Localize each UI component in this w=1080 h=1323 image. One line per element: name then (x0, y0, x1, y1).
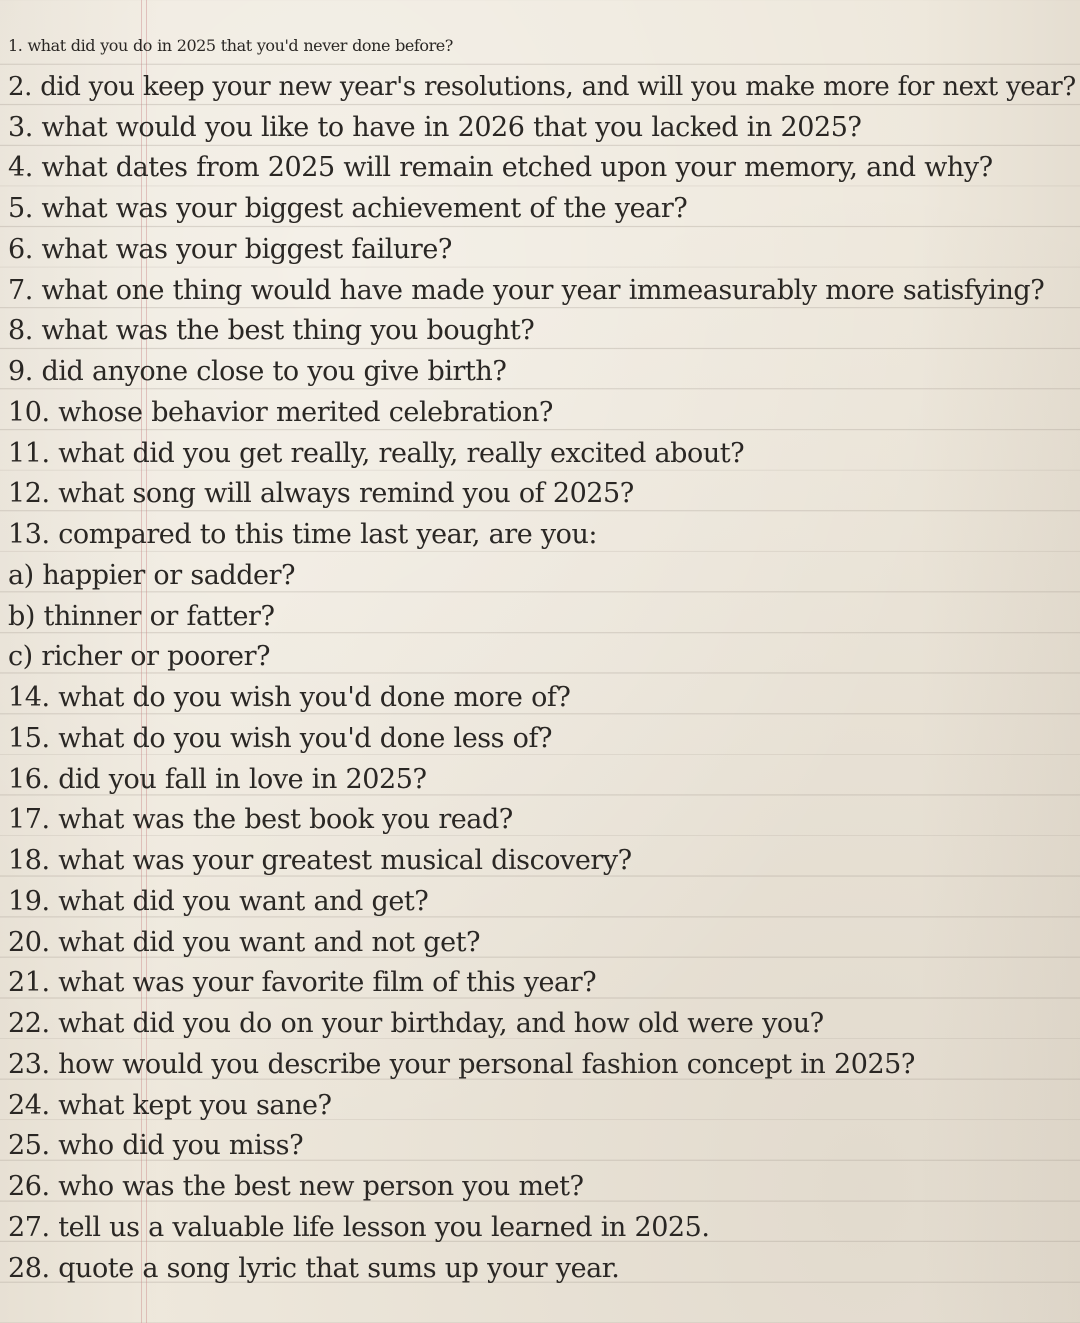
question-28: 28. quote a song lyric that sums up your year. (8, 1252, 620, 1284)
question-14: 14. what do you wish you'd done more of? (8, 682, 571, 713)
question-10: 10. whose behavior merited celebration? (8, 396, 553, 428)
question-16: 16. did you fall in love in 2025? (8, 763, 427, 795)
question-24: 24. what kept you sane? (8, 1089, 332, 1121)
question-23: 23. how would you describe your personal fashion concept in 2025? (8, 1048, 915, 1080)
question-13b: b) thinner or fatter? (8, 600, 275, 632)
question-1: 1. what did you do in 2025 that you'd never done before? (8, 36, 453, 55)
question-15: 15. what do you wish you'd done less of? (8, 722, 553, 754)
question-5: 5. what was your biggest achievement of the year? (8, 193, 688, 224)
question-20: 20. what did you want and not get? (8, 926, 481, 958)
question-11: 11. what did you get really, really, really excited about? (8, 437, 745, 469)
question-13a: a) happier or sadder? (8, 559, 296, 591)
question-13c: c) richer or poorer? (8, 641, 271, 673)
question-27: 27. tell us a valuable life lesson you learned in 2025. (8, 1211, 710, 1243)
question-21: 21. what was your favorite film of this year? (8, 967, 597, 999)
question-26: 26. who was the best new person you met? (8, 1171, 584, 1202)
question-22: 22. what did you do on your birthday, and how old were you? (8, 1008, 824, 1039)
question-25: 25. who did you miss? (8, 1130, 304, 1162)
question-17: 17. what was the best book you read? (8, 804, 513, 836)
question-list (8, 26, 1076, 1289)
question-7: 7. what one thing would have made your year immeasurably more satisfying? (8, 274, 1045, 306)
question-12: 12. what song will always remind you of 2025? (8, 478, 634, 510)
question-19: 19. what did you want and get? (8, 885, 429, 917)
question-13: 13. compared to this time last year, are you: (8, 519, 598, 550)
question-18: 18. what was your greatest musical discovery? (8, 845, 632, 876)
question-6: 6. what was your biggest failure? (8, 233, 452, 265)
question-2: 2. did you keep your new year's resolutions, and will you make more for next year? (8, 71, 1076, 102)
question-4: 4. what dates from 2025 will remain etched upon your memory, and why? (8, 152, 993, 184)
question-3: 3. what would you like to have in 2026 that you lacked in 2025? (8, 111, 862, 143)
question-8: 8. what was the best thing you bought? (8, 315, 535, 347)
question-9: 9. did anyone close to you give birth? (8, 356, 507, 387)
